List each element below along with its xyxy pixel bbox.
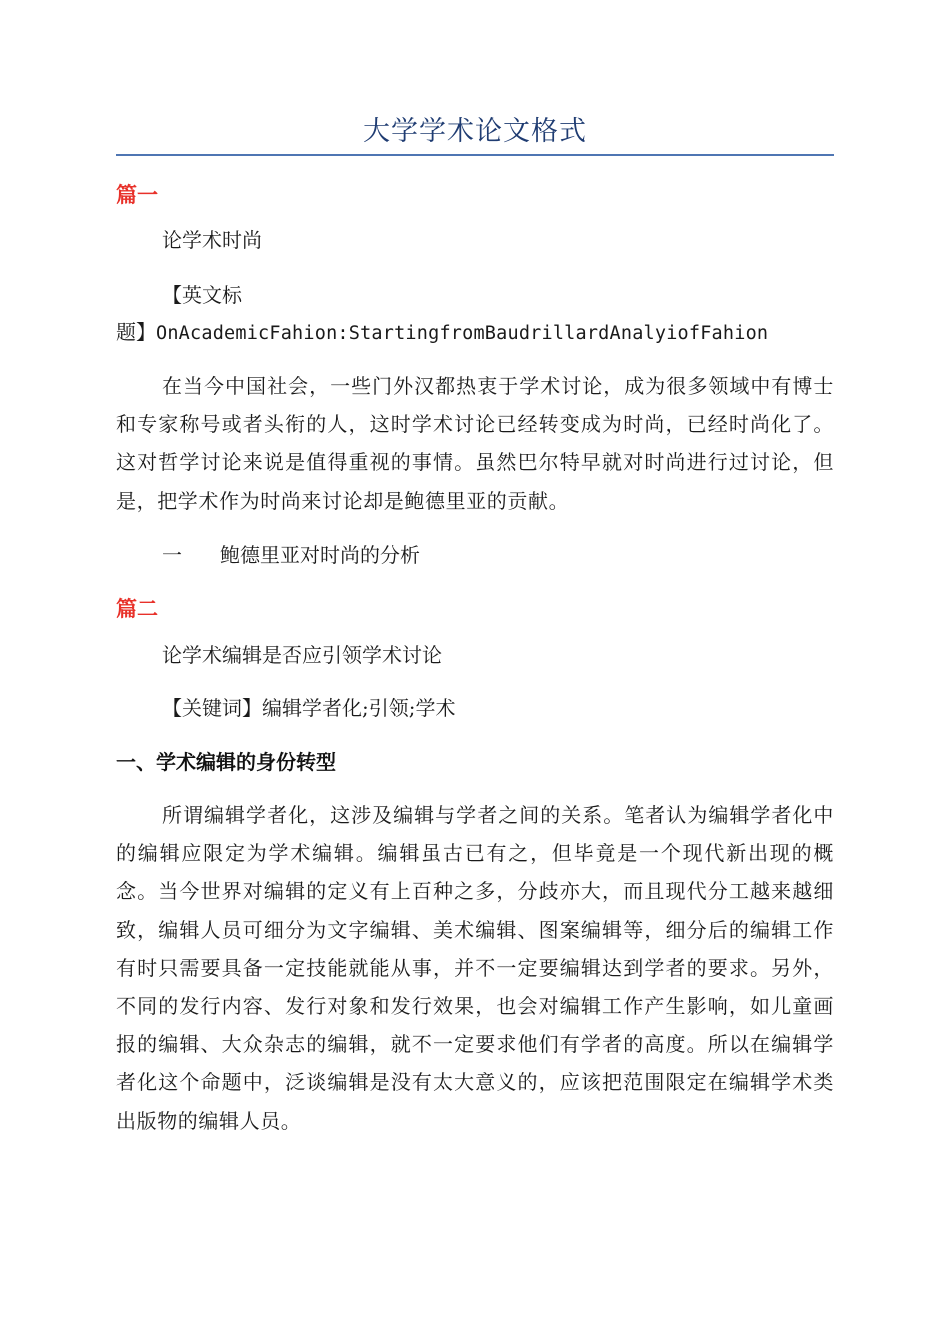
part1-paragraph: 在当今中国社会，一些门外汉都热衷于学术讨论，成为很多领域中有博士和专家称号或者头衔的人，这时学术讨论已经转变成为时尚，已经时尚化了。这对哲学讨论来说是值得重视的事情。虽然巴尔特早就对时尚进行过讨论，但是，把学术作为时尚来讨论却是鲍德里亚的贡献。: [116, 374, 834, 513]
part2-subtitle: 论学术编辑是否应引领学术讨论: [162, 643, 442, 667]
outline-item: [116, 540, 834, 570]
english-title-label-cont: 题】: [116, 320, 156, 344]
part2-heading: 篇二: [116, 597, 158, 621]
keywords: 编辑学者化;引领;学术: [262, 696, 456, 720]
english-title-line: [116, 317, 834, 349]
part2-paragraph: 所谓编辑学者化，这涉及编辑与学者之间的关系。笔者认为编辑学者化中的编辑应限定为学术编辑。编辑虽古已有之，但毕竟是一个现代新出现的概念。当今世界对编辑的定义有上百种之多，分歧亦大，而且现代分工越来越细致，编辑人员可细分为文字编辑、美术编辑、图案编辑等，细分后的编辑工作有时只需要具备一定技能就能从事，并不一定要编辑达到学者的要求。另外，不同的发行内容、发行对象和发行效果，也会对编辑工作产生影响，如儿童画报的编辑、大众杂志的编辑，就不一定要求他们有学者的高度。所以在编辑学者化这个命题中，泛谈编辑是没有太大意义的，应该把范围限定在编辑学术类出版物的编辑人员。: [116, 803, 834, 1133]
document-title: 大学学术论文格式: [363, 116, 587, 147]
english-title-label: 【英文标: [162, 283, 242, 307]
part1-heading: 篇一: [116, 183, 158, 207]
english-title: OnAcademicFahion:StartingfromBaudrillardAnalyiofFahion: [156, 323, 769, 344]
outline-number: 一: [162, 543, 182, 567]
keywords-label: 【关键词】: [162, 696, 262, 720]
section-heading: 一、学术编辑的身份转型: [116, 750, 336, 774]
keywords-line: [116, 693, 834, 723]
title-underline: [116, 154, 834, 156]
outline-text: 鲍德里亚对时尚的分析: [220, 543, 420, 567]
part1-subtitle: 论学术时尚: [162, 228, 262, 252]
